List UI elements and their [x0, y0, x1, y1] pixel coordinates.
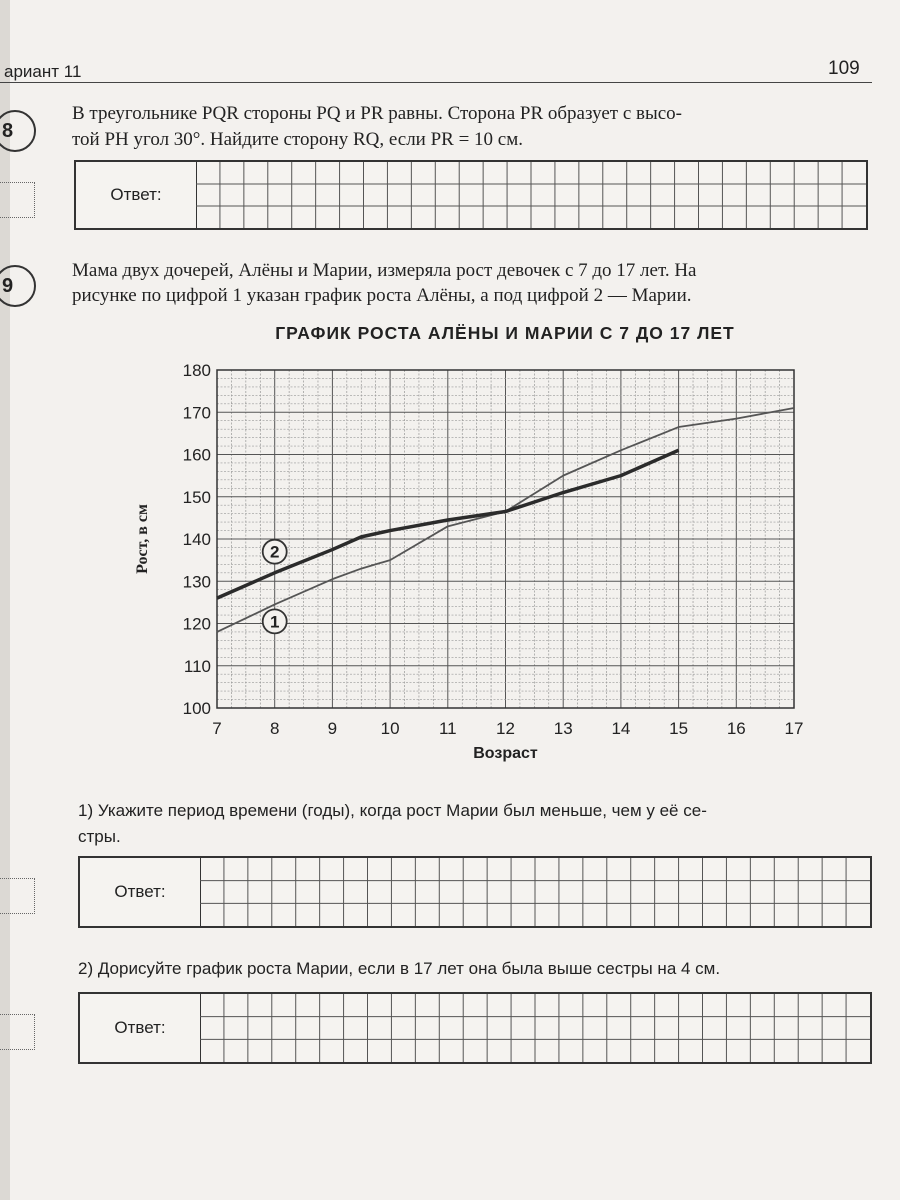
x-tick-label: 8 — [269, 719, 280, 738]
task-8-text-line-2: той PH угол 30°. Найдите сторону RQ, если PR = 10 см. — [72, 129, 523, 150]
answer-label: Ответ: — [76, 162, 197, 228]
x-tick-label: 13 — [553, 719, 573, 738]
page-number: 109 — [828, 58, 860, 79]
x-tick-label: 9 — [327, 719, 338, 738]
series-marker-label: 2 — [269, 542, 280, 562]
x-tick-label: 7 — [212, 719, 222, 738]
x-axis-label: Возраст — [473, 745, 538, 762]
answer-grid[interactable] — [196, 162, 866, 228]
task-9-text-line-1: Мама двух дочерей, Алёны и Марии, измеряла рост девочек с 7 до 17 лет. На — [72, 260, 697, 281]
x-tick-label: 11 — [438, 719, 457, 738]
task-8-number: 8 — [0, 110, 36, 152]
chart-title: ГРАФИК РОСТА АЛЁНЫ И МАРИИ С 7 ДО 17 ЛЕТ — [275, 323, 735, 343]
growth-chart — [120, 355, 820, 775]
question-2-text: 2) Дорисуйте график роста Марии, если в 17 лет она была выше сестры на 4 см. — [78, 959, 721, 978]
y-tick-label: 150 — [182, 487, 211, 507]
y-tick-label: 160 — [182, 445, 211, 465]
answer-label: Ответ: — [80, 858, 201, 926]
question-2-answer-box[interactable] — [78, 992, 872, 1064]
y-tick-label: 170 — [182, 403, 211, 423]
task-9-text-line-2: рисунке по цифрой 1 указан график роста Алёны, а под цифрой 2 — Марии. — [72, 285, 692, 306]
task-9-number: 9 — [0, 265, 36, 307]
y-tick-label: 180 — [182, 361, 211, 380]
y-tick-label: 130 — [182, 572, 211, 592]
series-marker-2 — [263, 540, 287, 564]
x-tick-label: 10 — [380, 719, 400, 738]
x-tick-label: 17 — [784, 719, 804, 738]
question-2-score-box — [0, 1014, 35, 1050]
y-tick-label: 140 — [182, 530, 211, 549]
x-tick-label: 16 — [726, 719, 746, 738]
answer-grid[interactable] — [200, 994, 870, 1062]
x-tick-label: 14 — [611, 719, 631, 738]
answer-grid[interactable] — [200, 858, 870, 926]
y-axis-label: Рост, в см — [134, 504, 151, 574]
y-tick-label: 120 — [182, 614, 211, 634]
x-tick-label: 15 — [669, 719, 689, 738]
question-1-answer-box[interactable] — [78, 856, 872, 928]
task-8-text-line-1: В треугольнике PQR стороны PQ и PR равны. Сторона PR образует с высо- — [72, 103, 683, 124]
variant-label: ариант 11 — [4, 62, 82, 81]
question-1-line-2: стры. — [78, 827, 121, 846]
series-marker-label: 1 — [269, 612, 280, 632]
task-8-answer-box[interactable] — [74, 160, 868, 230]
series-marker-1 — [263, 609, 287, 633]
header-rule — [0, 82, 872, 83]
y-tick-label: 100 — [182, 699, 211, 718]
task-8-score-box — [0, 182, 35, 218]
question-1-score-box — [0, 878, 35, 914]
x-tick-label: 12 — [496, 719, 515, 738]
answer-label: Ответ: — [80, 994, 201, 1062]
y-tick-label: 110 — [183, 656, 211, 676]
question-1-line-1: 1) Укажите период времени (годы), когда рост Марии был меньше, чем у её се- — [78, 801, 707, 820]
